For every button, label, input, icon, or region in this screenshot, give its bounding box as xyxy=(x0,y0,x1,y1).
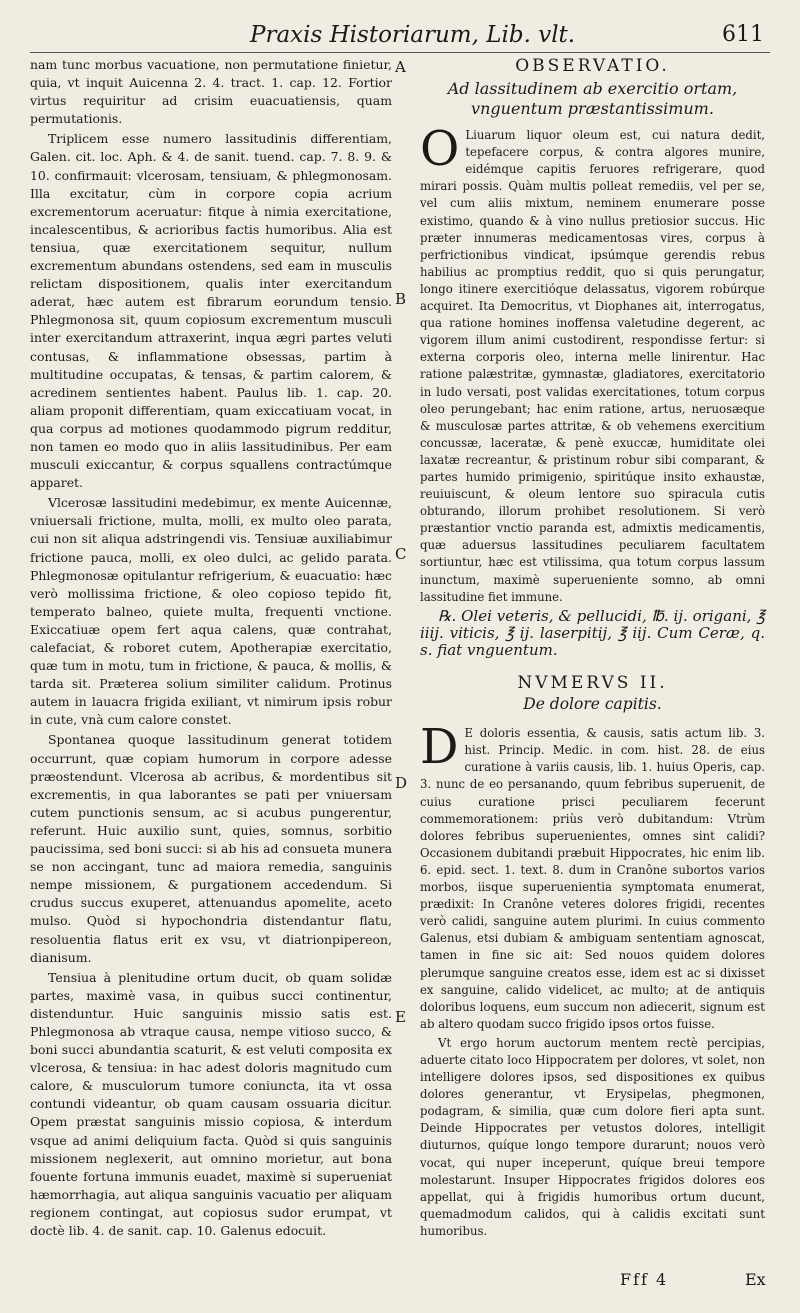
section-number-title: NVMERVS II. xyxy=(517,673,668,693)
margin-letter-a: A xyxy=(395,58,406,76)
right-column xyxy=(420,56,765,1242)
margin-letter-c: C xyxy=(395,545,407,563)
recipe-line: ℞. Olei veteris, & pellucidi, ℔. ij. origani, ℥ iiij. viticis, ℥ ij. laserpitij, ℥ iij. Cum Ceræ, q. s. fiat vnguentum. xyxy=(420,606,765,659)
left-paragraph-4: Spontanea quoque lassitudinum generat totidem occurrunt, quæ copiam humorum in corpore adesse præostendunt. Vlcerosa ab acribus, & mordentibus sit excrementis, in qua laborantes se pati per vniuersam cutem punctionis sensum, ac si acubus pungerentur, referunt. Huic auxilio sunt, quies, somnus, sorbitio paucissima, sed boni succi: si ab his ad consueta munera se non accingant, tunc ad maiora remedia, sanguinis nempe missionem, & purgationem accedendum. Si crudus succus exuperet, attenuandus apomelite, aceto mulso. Quòd si hypochondria distendantur flatu, resoluentia flatus erit ex vsu, vt diatrionpipereon, dianisum. xyxy=(30,732,392,965)
margin-letter-d: D xyxy=(395,774,408,792)
left-paragraph-2: Triplicem esse numero lassitudinis differentiam, Galen. cit. loc. Aph. & 4. de sanit. tuend. cap. 7. 8. 9. & 10. confirmauit: vlcerosam, tensiuam, & phlegmonosam. Illa excitatur, cùm in corpore copia acrium excrementorum aceruatur: fitque à nimia exercitatione, incalescentibus, & acrioribus factis humoribus. Alia est tensiua, quæ exercitationem sequitur, nullum excrementum abundans ostendens, sed eam in musculis relictam dispositionem, qualis inter exercitandum aderat, hæc autem est fibrarum eorundum tensio. Phlegmonosa sit, quum copiosum excrementum musculi inter exercitandum attraxerint, inqua ægri partes veluti contusas, & inflammatione obsessas, partim à multitudine occupatas, & tensas, & partim calorem, & acredinem sentientes habent. Paulus lib. 1. cap. 20. aliam proponit differentiam, quam exiccatiuam vocat, in qua corpus ad motiones quodammodo pigrum redditur, non tamen eo modo quo in aliis lassitudinibus. Per eam musculi exiccantur, & corpus squallens contractúmque apparet. xyxy=(30,131,392,491)
drop-cap-d: D xyxy=(420,719,459,776)
left-paragraph-1: nam tunc morbus vacuatione, non permutatione finietur, quia, vt inquit Auicenna 2. 4. tract. 1. cap. 12. Fortior virtus requiritur ad crisim euacuatiensis, quam permutationis. xyxy=(30,57,392,127)
running-header xyxy=(0,22,800,52)
signature-mark: Fff 4 xyxy=(620,1270,669,1289)
header-rule xyxy=(30,52,770,53)
left-paragraph-3: Vlcerosæ lassitudini medebimur, ex mente Auicennæ, vniuersali frictione, multa, molli, ex multo oleo parata, cui non sit aliqua adstringendi vis. Tensiuæ auxiliabimur frictione pauca, molli, ex oleo dulci, ac gelido parata. Phlegmonosæ opitulantur refrigerium, & euacuatio: hæc verò mollissima frictione, & oleo copioso tepido fit, temperato balneo, quiete multa, frequenti vnctione. Exiccatiuæ opem fert aqua calens, quæ contrahat, calefaciat, & roboret cutem, Apotherapiæ exercitatio, quæ tum in motu, tum in frictione, & pauca, & mollis, & tarda sit. Præterea solium similiter calidum. Protinus autem in lauacra frigida exiliant, vt nimirum ipsis robur in cute, vnà cum calore constet. xyxy=(30,495,392,728)
observation-subtitle: Ad lassitudinem ab exercitio ortam, vnguentum præstantissimum. xyxy=(447,79,738,119)
catchword: Ex xyxy=(745,1270,766,1289)
running-title: Praxis Historiarum, Lib. vlt. xyxy=(250,22,576,48)
page-number: 611 xyxy=(722,22,764,47)
drop-cap-o: O xyxy=(420,121,460,178)
section-subtitle: De dolore capitis. xyxy=(523,695,662,714)
right-paragraph-2: E doloris essentia, & causis, satis actum lib. 3. hist. Princip. Medic. in com. hist. 28. de eius curatione à variis causis, lib. 1. huius Operis, cap. 3. nunc de eo persanando, quum febribus superuenit, de cuius curatione prisci peculiarem fecerunt commemorationem: priùs verò dubitandum: Vtrùm dolores febribus superuenientes, omnes sint calidi? Occasionem dubitandi præbuit Hippocrates, hic enim lib. 6. epid. sect. 1. text. 8. dum in Cranône subortos varios morbos, iisque superuenientia symptomata enumerat, prædixit: In Cranône veteres dolores frigidi, recentes verò calidi, sanguine autem plurimi. In cuius commento Galenus, etsi dubiam & ambiguam sententiam agnoscat, tamen in fine sic ait: Sed nouos quidem dolores plerumque sanguine creatos esse, idem est ac si dixisset ex sanguine, calido videlicet, ac multo; at de antiquis doloribus loquens, eum succum non adiecerit, signum est ab altero quodam succo frigido ipsos ortos fuisse. xyxy=(420,726,765,1031)
observation-title: OBSERVATIO. xyxy=(515,56,670,76)
left-column xyxy=(30,56,392,1242)
margin-letter-b: B xyxy=(395,290,407,308)
left-paragraph-5: Tensiua à plenitudine ortum ducit, ob quam solidæ partes, maximè vasa, in quibus succi continentur, distenduntur. Huic sanguinis missio satis est. Phlegmonosa ab vtraque causa, nempe vitioso succo, & boni succi abundantia scaturit, & est veluti composita ex vlcerosa, & tensiua: in hac adest doloris magnitudo cum calore, & musculorum tumore coniuncta, ita vt ossa contundi videantur, ob quam causam ossuaria dicitur. Opem præstat sanguinis missio copiosa, & interdum vsque ad animi deliquium facta. Quòd si quis sanguinis missionem neglexerit, aut omnino morietur, aut bona fouente fortuna immunis euadet, maximè si superueniat hæmorrhagia, aut aliqua sanguinis vacuatio per aliquam regionem contingat, aut copiosus sudor erumpat, vt doctè lib. 4. de sanit. cap. 10. Galenus edocuit. xyxy=(30,969,392,1238)
right-paragraph-3: Vt ergo horum auctorum mentem rectè percipias, aduerte citato loco Hippocratem per dolores, vt solet, non intelligere dolores ipsos, sed dispositiones ex quibus dolores generantur, vt Erysipelas, phegmonen, podagram, & similia, quæ cum dolore fieri apta sunt. Deinde Hippocrates per vetustos dolores, intelligit diuturnos, quíque longo tempore durarunt; nouos verò vocat, qui nuper inceperunt, quíque breui tempore molestarunt. Insuper Hippocrates frigidos dolores eos appellat, qui à frigidis humoribus ortum ducunt, quemadmodum calidos, qui à calidis excitati sunt humoribus. xyxy=(420,1035,765,1238)
right-paragraph-1: Liuarum liquor oleum est, cui natura dedit, tepefacere corpus, & contra algores munire, eidémque capitis feruores refrigerare, quod mirari possis. Quàm multis polleat remediis, vel per se, vel cum aliis mixtum, neminem enumerare posse existimo, quando & à vino nullus pretiosior succus. Hic præter innumeras medicamentosas vires, corpus à perfrictionibus vindicat, ipsúmque gerendis rebus habilius ac promptius reddit, quo si quis perungatur, longo itinere exercitióque delassatus, vigorem robúrque acquiret. Ita Democritus, vt Diophanes ait, interrogatus, qua ratione homines inoffensa valetudine degerent, ac vigorem illum animi custodirent, respondisse fertur: si externa corporis oleo, interna melle linirentur. Hac ratione palæstritæ, gymnastæ, gladiatores, exercitatorio in ludo versati, post validas exercitationes, totum corpus oleo perungebant; hac enim ratione, artus, neruosæque & musculosæ partes attritæ, & ob vehemens exercitium concussæ, laceratæ, & penè exuccæ, humiditate olei laxatæ recreantur, & pristinum robur sibi comparant, & partes humido primigenio, spiritúque insito exhaustæ, reuiuiscunt, & oleum lentore suo spiracula cutis obturando, illorum prohibet resolutionem. Si verò præstantior vnctio paranda est, admixtis medicamentis, quæ aduersus lassitudines peculiarem facultatem sortiuntur, hæc est vtilissima, qua totum corpus lassum inunctum, maximè superueniente somno, ab omni lassitudine fiet immune. xyxy=(420,128,765,604)
margin-letter-e: E xyxy=(395,1008,406,1026)
